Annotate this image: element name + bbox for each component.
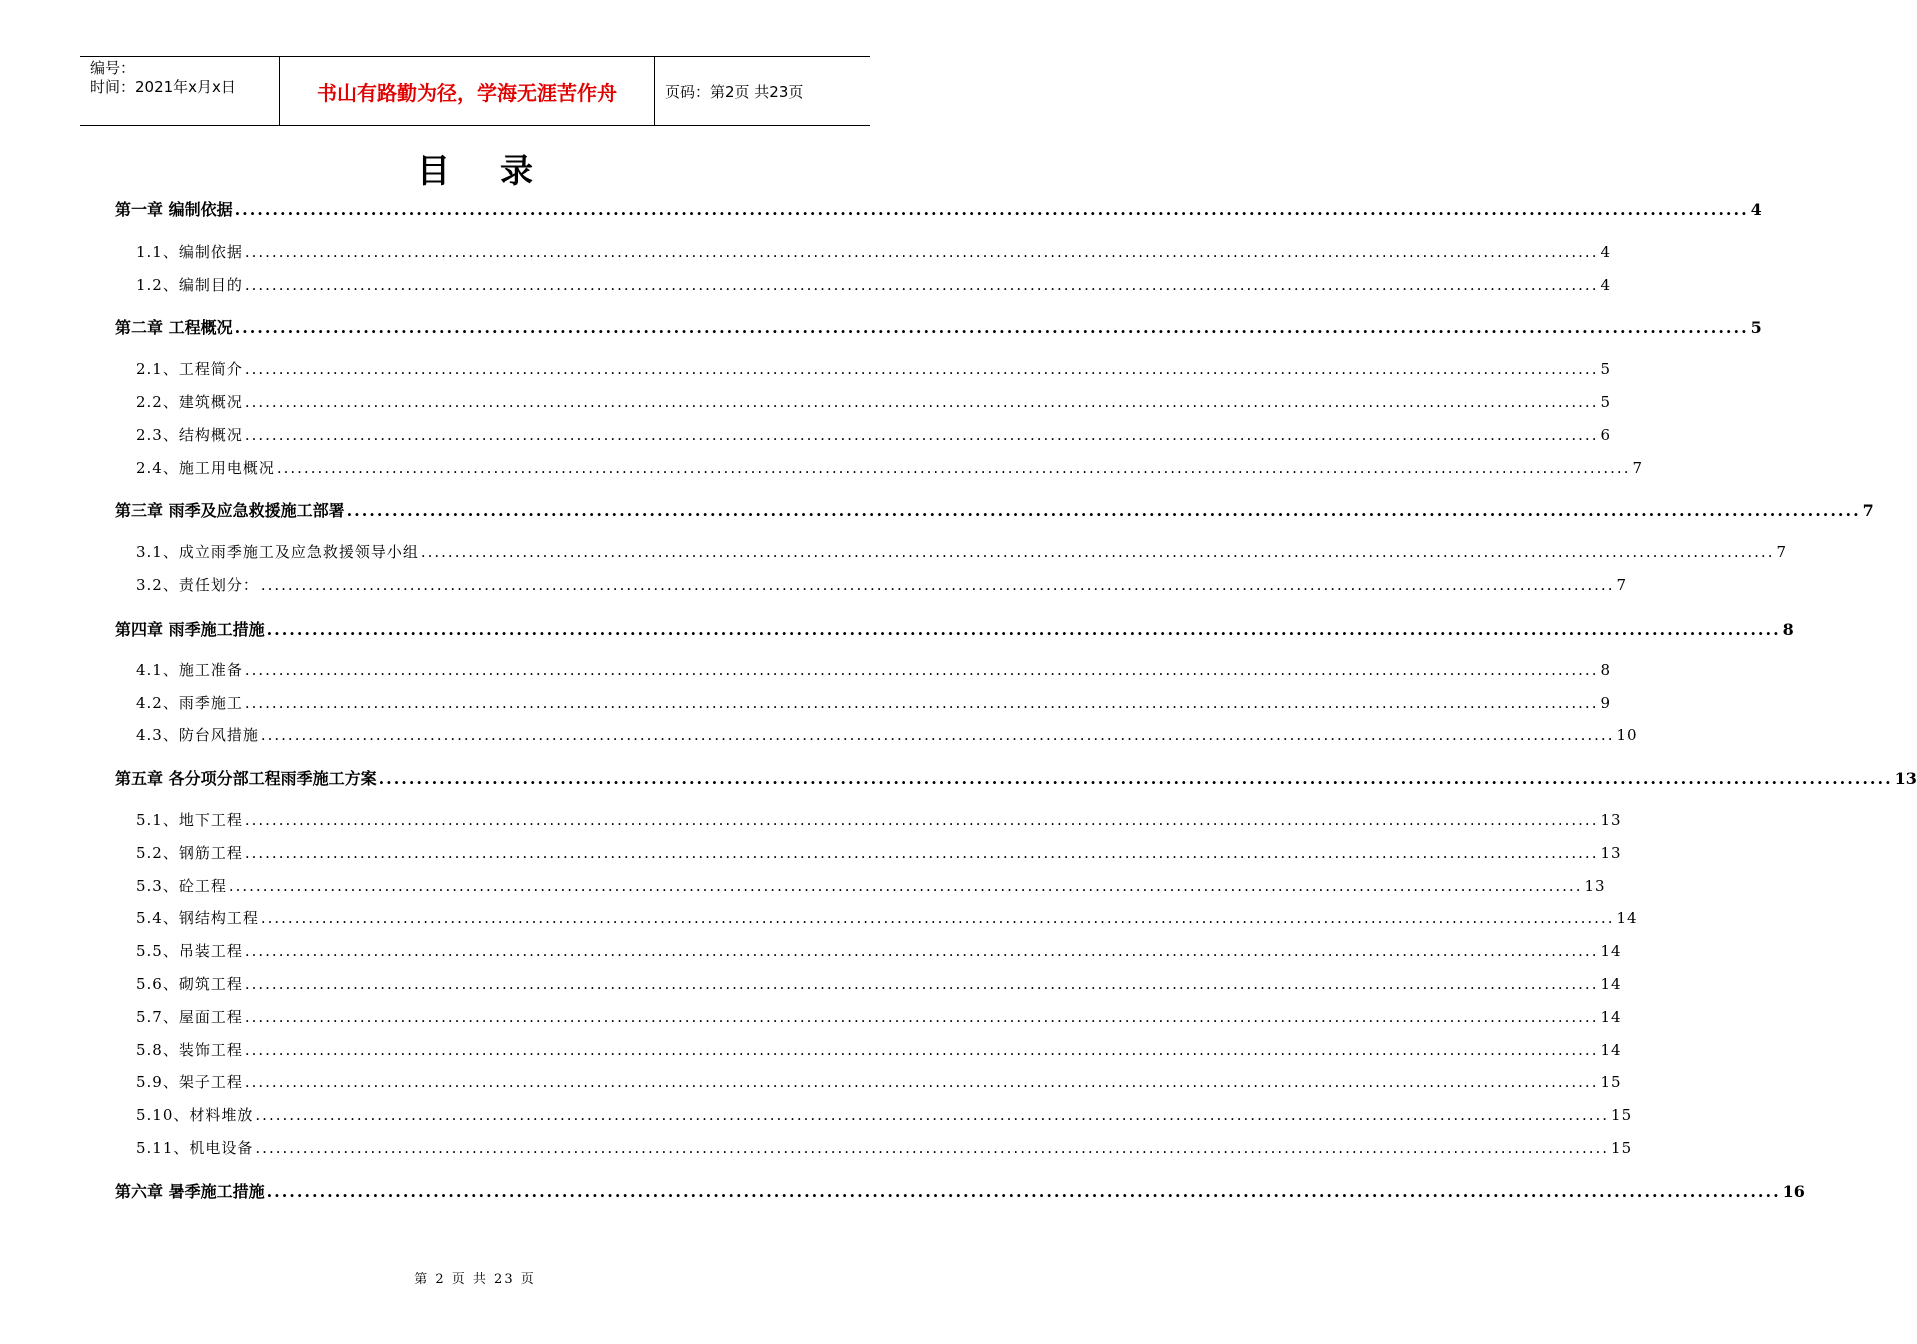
toc-entry-label: 第一章 编制依据 xyxy=(115,200,233,219)
toc-leader-dots: ........................................................................................................................................................................................................ xyxy=(244,975,1599,993)
toc-entry-page: 5 xyxy=(1750,318,1762,337)
toc-section-entry[interactable] xyxy=(136,1137,1633,1158)
toc-entry-page: 15 xyxy=(1611,1106,1633,1124)
toc-section-entry[interactable] xyxy=(136,809,1622,830)
toc-entry-label: 2.4、施工用电概况 xyxy=(136,459,275,477)
toc-entry-page: 7 xyxy=(1862,501,1874,520)
toc-leader-dots: ........................................................................................................................................................................................................ xyxy=(244,844,1599,862)
toc-section-entry[interactable] xyxy=(136,541,1788,562)
toc-entry-label: 4.3、防台风措施 xyxy=(136,726,259,744)
toc-section-entry[interactable] xyxy=(136,391,1612,412)
toc-section-entry[interactable] xyxy=(136,241,1612,262)
toc-chapter-entry[interactable] xyxy=(115,617,1794,640)
toc-entry-page: 7 xyxy=(1632,459,1644,477)
toc-section-entry[interactable] xyxy=(136,875,1606,896)
toc-section-entry[interactable] xyxy=(136,907,1638,928)
toc-entry-label: 5.5、吊装工程 xyxy=(136,942,243,960)
toc-entry-page: 14 xyxy=(1600,975,1622,993)
toc-title: 目录 xyxy=(417,151,583,190)
toc-entry-label: 5.7、屋面工程 xyxy=(136,1008,243,1026)
toc-entry-page: 4 xyxy=(1600,276,1612,294)
toc-entry-label: 5.11、机电设备 xyxy=(136,1139,254,1157)
toc-entry-label: 5.3、砼工程 xyxy=(136,877,227,895)
toc-entry-page: 13 xyxy=(1584,877,1606,895)
toc-leader-dots: ........................................................................................................................................................................................................ xyxy=(420,543,1775,561)
toc-leader-dots: ........................................................................................................................................................................................................ xyxy=(244,694,1599,712)
toc-entry-label: 5.4、钢结构工程 xyxy=(136,909,259,927)
toc-leader-dots: ........................................................................................................................................................................................................ xyxy=(244,426,1599,444)
toc-entry-page: 5 xyxy=(1600,393,1612,411)
toc-entry-page: 6 xyxy=(1600,426,1612,444)
toc-entry-page: 16 xyxy=(1782,1182,1805,1201)
toc-entry-label: 4.2、雨季施工 xyxy=(136,694,243,712)
toc-entry-label: 5.10、材料堆放 xyxy=(136,1106,254,1124)
toc-leader-dots: ........................................................................................................................................................................................................ xyxy=(260,576,1615,594)
toc-chapter-entry[interactable] xyxy=(115,1179,1805,1202)
header-motto: 书山有路勤为径，学海无涯苦作舟 xyxy=(280,57,655,125)
toc-leader-dots: ........................................................................................................................................................................................................ xyxy=(244,661,1599,679)
toc-section-entry[interactable] xyxy=(136,692,1612,713)
toc-entry-page: 8 xyxy=(1782,620,1794,639)
toc-entry-label: 5.6、砌筑工程 xyxy=(136,975,243,993)
toc-entry-page: 14 xyxy=(1600,942,1622,960)
toc-leader-dots: ........................................................................................................................................................................................................ xyxy=(276,459,1631,477)
toc-entry-page: 13 xyxy=(1600,844,1622,862)
toc-section-entry[interactable] xyxy=(136,940,1622,961)
toc-entry-page: 14 xyxy=(1600,1008,1622,1026)
toc-section-entry[interactable] xyxy=(136,973,1622,994)
toc-entry-label: 5.8、装饰工程 xyxy=(136,1041,243,1059)
toc-section-entry[interactable] xyxy=(136,1006,1622,1027)
toc-entry-page: 14 xyxy=(1616,909,1638,927)
toc-leader-dots: ........................................................................................................................................................................................................ xyxy=(244,360,1599,378)
toc-chapter-entry[interactable] xyxy=(115,498,1874,521)
toc-leader-dots: ........................................................................................................................................................................................................ xyxy=(244,1041,1599,1059)
toc-entry-page: 9 xyxy=(1600,694,1612,712)
toc-entry-page: 5 xyxy=(1600,360,1612,378)
toc-leader-dots: ........................................................................................................................................................................................................ xyxy=(255,1139,1610,1157)
toc-section-entry[interactable] xyxy=(136,659,1612,680)
toc-entry-page: 7 xyxy=(1616,576,1628,594)
toc-section-entry[interactable] xyxy=(136,1071,1622,1092)
toc-section-entry[interactable] xyxy=(136,1104,1633,1125)
page-header xyxy=(80,56,870,126)
toc-entry-page: 8 xyxy=(1600,661,1612,679)
toc-leader-dots: ........................................................................................................................................................................................................ xyxy=(266,1182,1781,1201)
toc-leader-dots: ........................................................................................................................................................................................................ xyxy=(260,726,1615,744)
toc-entry-label: 第二章 工程概况 xyxy=(115,318,233,337)
toc-chapter-entry[interactable] xyxy=(115,315,1762,338)
toc-entry-page: 10 xyxy=(1616,726,1638,744)
toc-entry-page: 15 xyxy=(1600,1073,1622,1091)
toc-section-entry[interactable] xyxy=(136,358,1612,379)
toc-section-entry[interactable] xyxy=(136,574,1628,595)
toc-entry-label: 2.3、结构概况 xyxy=(136,426,243,444)
toc-chapter-entry[interactable] xyxy=(115,766,1917,789)
toc-chapter-entry[interactable] xyxy=(115,197,1762,220)
toc-entry-label: 5.1、地下工程 xyxy=(136,811,243,829)
toc-entry-label: 第六章 暑季施工措施 xyxy=(115,1182,265,1201)
toc-entry-page: 13 xyxy=(1600,811,1622,829)
document-time-label: 时间：2021年x月x日 xyxy=(90,78,236,96)
toc-section-entry[interactable] xyxy=(136,274,1612,295)
header-page-info: 页码：第2页 共23页 xyxy=(665,82,804,101)
toc-leader-dots: ........................................................................................................................................................................................................ xyxy=(228,877,1583,895)
toc-section-entry[interactable] xyxy=(136,424,1612,445)
toc-leader-dots: ........................................................................................................................................................................................................ xyxy=(244,243,1599,261)
toc-section-entry[interactable] xyxy=(136,457,1644,478)
toc-leader-dots: ........................................................................................................................................................................................................ xyxy=(244,276,1599,294)
toc-entry-label: 2.2、建筑概况 xyxy=(136,393,243,411)
toc-entry-label: 5.9、架子工程 xyxy=(136,1073,243,1091)
toc-entry-page: 14 xyxy=(1600,1041,1622,1059)
toc-entry-page: 13 xyxy=(1894,769,1917,788)
toc-entry-label: 4.1、施工准备 xyxy=(136,661,243,679)
toc-leader-dots: ........................................................................................................................................................................................................ xyxy=(244,1073,1599,1091)
toc-leader-dots: ........................................................................................................................................................................................................ xyxy=(244,811,1599,829)
toc-entry-page: 4 xyxy=(1750,200,1762,219)
toc-entry-label: 3.1、成立雨季施工及应急救援领导小组 xyxy=(136,543,419,561)
toc-leader-dots: ........................................................................................................................................................................................................ xyxy=(266,620,1781,639)
header-meta xyxy=(80,57,280,125)
toc-entry-page: 4 xyxy=(1600,243,1612,261)
toc-entry-label: 1.2、编制目的 xyxy=(136,276,243,294)
toc-entry-label: 第三章 雨季及应急救援施工部署 xyxy=(115,501,345,520)
document-number-label: 编号： xyxy=(90,59,136,77)
toc-section-entry[interactable] xyxy=(136,842,1622,863)
toc-entry-label: 3.2、责任划分： xyxy=(136,576,259,594)
toc-leader-dots: ........................................................................................................................................................................................................ xyxy=(378,769,1893,788)
toc-entry-label: 5.2、钢筋工程 xyxy=(136,844,243,862)
toc-entry-page: 15 xyxy=(1611,1139,1633,1157)
toc-leader-dots: ........................................................................................................................................................................................................ xyxy=(260,909,1615,927)
toc-entry-label: 第五章 各分项分部工程雨季施工方案 xyxy=(115,769,377,788)
toc-leader-dots: ........................................................................................................................................................................................................ xyxy=(244,942,1599,960)
toc-entry-label: 1.1、编制依据 xyxy=(136,243,243,261)
toc-entry-label: 第四章 雨季施工措施 xyxy=(115,620,265,639)
toc-leader-dots: ........................................................................................................................................................................................................ xyxy=(234,200,1749,219)
toc-leader-dots: ........................................................................................................................................................................................................ xyxy=(244,393,1599,411)
toc-section-entry[interactable] xyxy=(136,724,1638,745)
toc-section-entry[interactable] xyxy=(136,1039,1622,1060)
toc-leader-dots: ........................................................................................................................................................................................................ xyxy=(244,1008,1599,1026)
toc-leader-dots: ........................................................................................................................................................................................................ xyxy=(234,318,1749,337)
page-footer: 第 2 页 共 23 页 xyxy=(414,1272,536,1287)
toc-leader-dots: ........................................................................................................................................................................................................ xyxy=(255,1106,1610,1124)
toc-leader-dots: ........................................................................................................................................................................................................ xyxy=(346,501,1861,520)
toc-entry-label: 2.1、工程简介 xyxy=(136,360,243,378)
toc-entry-page: 7 xyxy=(1776,543,1788,561)
